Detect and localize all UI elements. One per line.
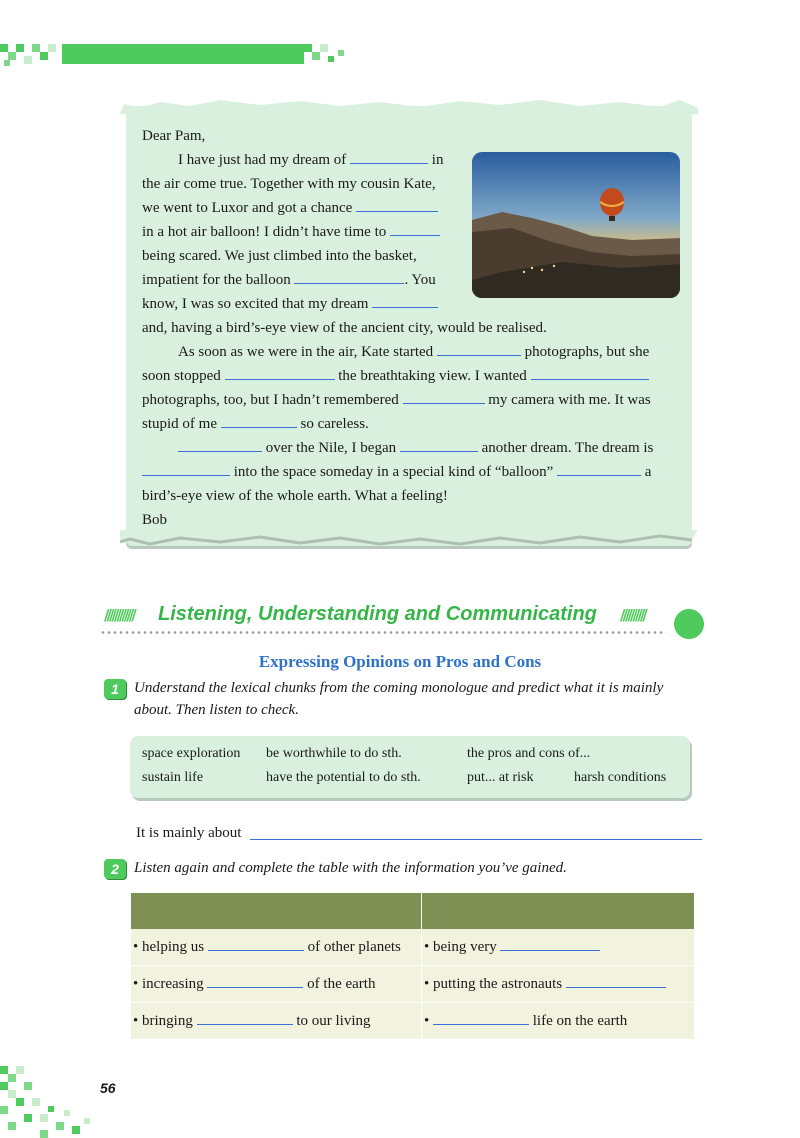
task2-instruction: Listen again and complete the table with the information you’ve gained. xyxy=(134,860,567,876)
table-cell: • bringing to our living xyxy=(131,1003,422,1040)
pros-cons-table xyxy=(131,893,694,1040)
section-subtitle: Expressing Opinions on Pros and Cons xyxy=(258,652,542,671)
card-torn-edge-bottom xyxy=(120,530,698,548)
fill-blank[interactable] xyxy=(294,271,404,284)
hot-air-balloon-photo xyxy=(472,152,680,298)
letter-line: photographs, too, but I hadn’t remembered my camera with me. It was xyxy=(142,392,651,408)
heading-slashes-right: ////////// xyxy=(620,606,645,624)
letter-line: being scared. We just climbed into the basket, xyxy=(142,248,417,264)
fill-blank[interactable] xyxy=(566,975,666,988)
letter-line: know, I was so excited that my dream xyxy=(142,292,438,316)
fill-blank[interactable] xyxy=(221,415,297,428)
letter-line: the air come true. Together with my cousin Kate, xyxy=(142,176,436,192)
letter-line: we went to Luxor and got a chance xyxy=(142,196,438,220)
fill-blank[interactable] xyxy=(390,223,440,236)
letter-line: stupid of me so careless. xyxy=(142,416,369,432)
letter-line: bird’s-eye view of the whole earth. What a feeling! xyxy=(142,488,448,504)
letter-signature: Bob xyxy=(142,512,168,528)
table-header-cell xyxy=(131,893,422,929)
about-answer-line[interactable] xyxy=(250,839,702,840)
fill-blank[interactable] xyxy=(437,343,521,356)
letter-line: soon stopped the breathtaking view. I wanted xyxy=(142,364,649,388)
chunk-item: harsh conditions xyxy=(574,770,667,785)
letter-line: over the Nile, I began another dream. The dream is xyxy=(178,436,653,460)
chunk-item: put... at risk xyxy=(467,770,534,785)
table-cell: • life on the earth xyxy=(422,1003,695,1040)
heading-slashes-left: //////////// xyxy=(104,606,134,624)
table-cell: • being very xyxy=(422,929,695,966)
table-cell: • increasing of the earth xyxy=(131,966,422,1003)
fill-blank[interactable] xyxy=(356,199,438,212)
fill-blank[interactable] xyxy=(400,439,478,452)
table-row xyxy=(131,966,694,1003)
table-cell: • helping us of other planets xyxy=(131,929,422,966)
task-number-badge: 2 xyxy=(104,859,126,879)
fill-blank[interactable] xyxy=(142,463,230,476)
table-header-cell xyxy=(422,893,695,929)
fill-blank[interactable] xyxy=(207,975,303,988)
fill-blank[interactable] xyxy=(225,367,335,380)
chunk-item: sustain life xyxy=(142,770,204,785)
section-title: Listening, Understanding and Communicating xyxy=(158,603,597,625)
chunk-item: have the potential to do sth. xyxy=(266,770,421,785)
task-number-badge: 1 xyxy=(104,679,126,699)
fill-blank[interactable] xyxy=(178,439,262,452)
section-green-circle xyxy=(674,609,704,639)
task1-instruction: Understand the lexical chunks from the coming monologue and predict what it is mainly about. Then listen to check. xyxy=(134,680,664,718)
fill-blank[interactable] xyxy=(433,1012,529,1025)
letter-greeting: Dear Pam, xyxy=(142,128,206,144)
table-row xyxy=(131,929,694,966)
letter-line: As soon as we were in the air, Kate started photographs, but she xyxy=(178,344,650,360)
chunk-item: space exploration xyxy=(142,746,241,761)
table-cell: • putting the astronauts xyxy=(422,966,695,1003)
header-green-bar xyxy=(62,44,304,64)
lexical-chunks-box xyxy=(130,736,690,798)
chunk-item: be worthwhile to do sth. xyxy=(266,746,402,761)
letter-line: and, having a bird’s-eye view of the ancient city, would be realised. xyxy=(142,320,547,336)
fill-blank[interactable] xyxy=(531,367,649,380)
fill-blank[interactable] xyxy=(557,463,641,476)
page-number: 56 xyxy=(100,1080,116,1096)
letter-line: in a hot air balloon! I didn’t have time to xyxy=(142,220,440,244)
fill-blank[interactable] xyxy=(208,938,304,951)
letter-line: I have just had my dream of in xyxy=(178,152,444,168)
chunk-item: the pros and cons of... xyxy=(467,746,591,761)
fill-blank[interactable] xyxy=(372,295,438,308)
letter-line: into the space someday in a special kind of “balloon” a xyxy=(142,460,651,484)
table-header-row xyxy=(131,893,694,929)
about-prompt: It is mainly about xyxy=(136,825,242,841)
fill-blank[interactable] xyxy=(350,151,428,164)
table-row xyxy=(131,1003,694,1040)
dotted-divider xyxy=(100,631,666,634)
letter-line: impatient for the balloon . You xyxy=(142,272,436,288)
fill-blank[interactable] xyxy=(500,938,600,951)
fill-blank[interactable] xyxy=(197,1012,293,1025)
fill-blank[interactable] xyxy=(403,391,485,404)
